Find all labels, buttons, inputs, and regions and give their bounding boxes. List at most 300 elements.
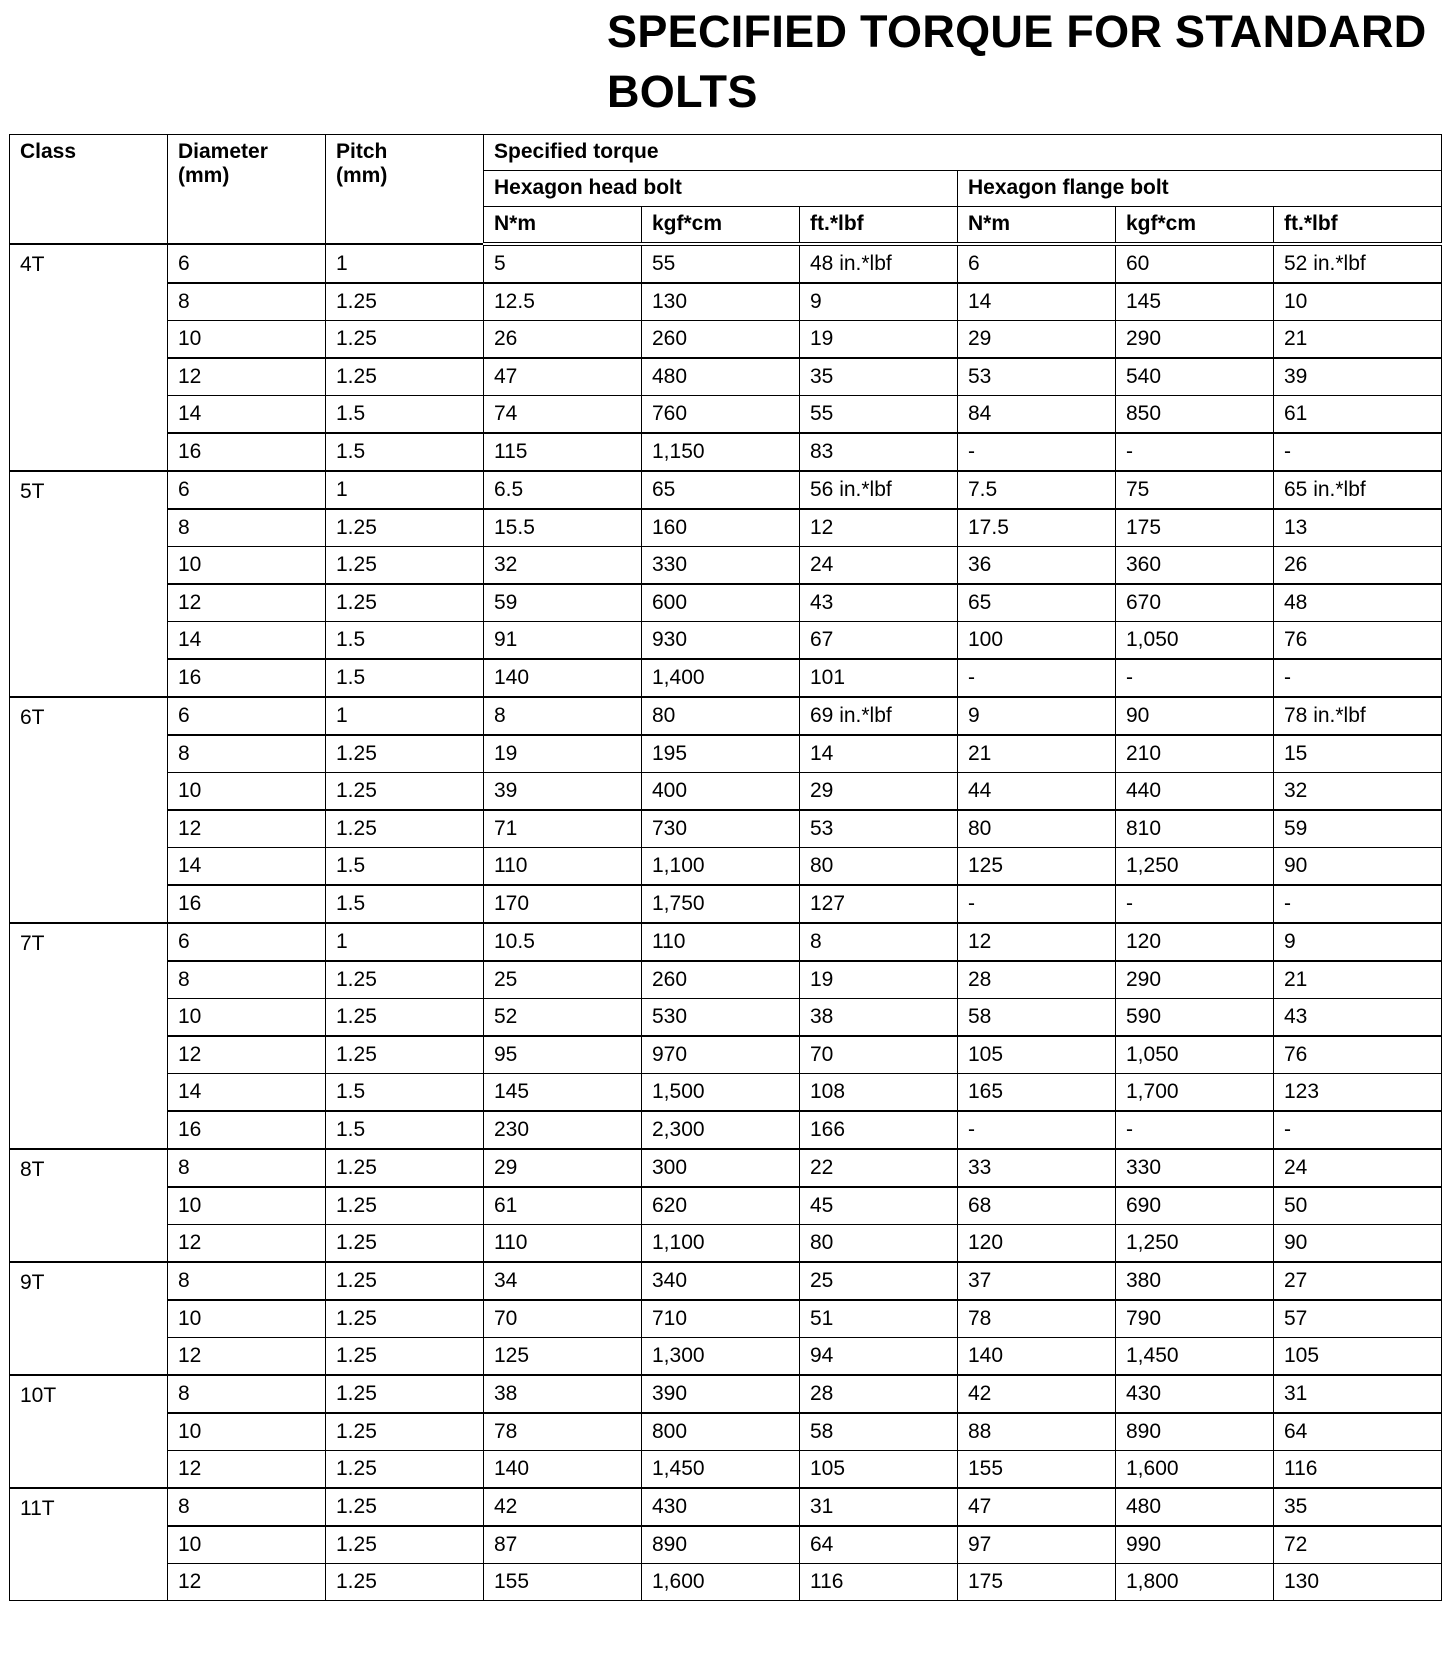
- diameter-cell: 16: [168, 433, 326, 471]
- header-unit-kgfcm: kgf*cm: [642, 207, 800, 245]
- diameter-cell: 14: [168, 396, 326, 434]
- hex-head-kgfcm-cell: 600: [642, 584, 800, 622]
- hex-flange-nm-cell: 28: [958, 961, 1116, 999]
- diameter-cell: 10: [168, 1300, 326, 1338]
- hex-flange-kgfcm-cell: 690: [1116, 1187, 1274, 1225]
- hex-flange-kgfcm-cell: 1,250: [1116, 848, 1274, 886]
- hex-flange-nm-cell: 65: [958, 584, 1116, 622]
- pitch-cell: 1.25: [326, 283, 484, 321]
- diameter-cell: 16: [168, 659, 326, 697]
- hex-flange-ftlbf-cell: -: [1274, 1111, 1442, 1149]
- diameter-cell: 6: [168, 244, 326, 283]
- hex-flange-ftlbf-cell: 76: [1274, 622, 1442, 660]
- hex-head-nm-cell: 110: [484, 848, 642, 886]
- hex-head-ftlbf-cell: 28: [800, 1375, 958, 1413]
- hex-flange-ftlbf-cell: 72: [1274, 1526, 1442, 1564]
- pitch-cell: 1.25: [326, 1564, 484, 1601]
- hex-head-kgfcm-cell: 195: [642, 735, 800, 773]
- hex-head-kgfcm-cell: 1,150: [642, 433, 800, 471]
- hex-flange-nm-cell: 9: [958, 697, 1116, 735]
- hex-head-nm-cell: 26: [484, 321, 642, 359]
- hex-head-kgfcm-cell: 55: [642, 244, 800, 283]
- hex-head-nm-cell: 91: [484, 622, 642, 660]
- hex-head-ftlbf-cell: 38: [800, 999, 958, 1037]
- hex-flange-ftlbf-cell: 21: [1274, 961, 1442, 999]
- hex-flange-nm-cell: 53: [958, 358, 1116, 396]
- table-row: [10, 1338, 1442, 1376]
- hex-flange-kgfcm-cell: 145: [1116, 283, 1274, 321]
- table-row: [10, 1564, 1442, 1601]
- hex-flange-kgfcm-cell: 290: [1116, 961, 1274, 999]
- hex-head-nm-cell: 59: [484, 584, 642, 622]
- table-row: [10, 509, 1442, 547]
- hex-head-nm-cell: 8: [484, 697, 642, 735]
- hex-flange-ftlbf-cell: 31: [1274, 1375, 1442, 1413]
- hex-head-nm-cell: 71: [484, 810, 642, 848]
- hex-flange-nm-cell: 58: [958, 999, 1116, 1037]
- hex-head-ftlbf-cell: 58: [800, 1413, 958, 1451]
- pitch-cell: 1.25: [326, 1262, 484, 1300]
- hex-head-nm-cell: 19: [484, 735, 642, 773]
- hex-flange-nm-cell: -: [958, 1111, 1116, 1149]
- hex-flange-nm-cell: 68: [958, 1187, 1116, 1225]
- hex-flange-ftlbf-cell: 15: [1274, 735, 1442, 773]
- hex-flange-kgfcm-cell: 540: [1116, 358, 1274, 396]
- hex-head-kgfcm-cell: 1,400: [642, 659, 800, 697]
- hex-head-ftlbf-cell: 45: [800, 1187, 958, 1225]
- pitch-cell: 1.25: [326, 1413, 484, 1451]
- diameter-cell: 6: [168, 471, 326, 509]
- pitch-cell: 1.25: [326, 358, 484, 396]
- hex-flange-nm-cell: 17.5: [958, 509, 1116, 547]
- hex-flange-nm-cell: -: [958, 433, 1116, 471]
- hex-flange-ftlbf-cell: -: [1274, 433, 1442, 471]
- hex-flange-nm-cell: 14: [958, 283, 1116, 321]
- hex-flange-ftlbf-cell: 116: [1274, 1451, 1442, 1489]
- hex-flange-ftlbf-cell: 21: [1274, 321, 1442, 359]
- hex-flange-nm-cell: 97: [958, 1526, 1116, 1564]
- pitch-cell: 1.5: [326, 885, 484, 923]
- hex-flange-nm-cell: 12: [958, 923, 1116, 961]
- hex-head-kgfcm-cell: 400: [642, 773, 800, 811]
- hex-flange-kgfcm-cell: 590: [1116, 999, 1274, 1037]
- hex-head-nm-cell: 15.5: [484, 509, 642, 547]
- hex-flange-kgfcm-cell: 210: [1116, 735, 1274, 773]
- diameter-cell: 14: [168, 848, 326, 886]
- hex-head-ftlbf-cell: 108: [800, 1074, 958, 1112]
- hex-head-kgfcm-cell: 260: [642, 321, 800, 359]
- diameter-cell: 6: [168, 923, 326, 961]
- hex-head-ftlbf-cell: 35: [800, 358, 958, 396]
- table-row: [10, 396, 1442, 434]
- diameter-cell: 12: [168, 1338, 326, 1376]
- pitch-cell: 1.25: [326, 584, 484, 622]
- hex-head-kgfcm-cell: 730: [642, 810, 800, 848]
- hex-head-nm-cell: 52: [484, 999, 642, 1037]
- pitch-cell: 1.25: [326, 773, 484, 811]
- hex-flange-nm-cell: -: [958, 885, 1116, 923]
- pitch-cell: 1: [326, 244, 484, 283]
- table-row: [10, 1074, 1442, 1112]
- diameter-cell: 8: [168, 735, 326, 773]
- hex-head-ftlbf-cell: 12: [800, 509, 958, 547]
- hex-head-ftlbf-cell: 48 in.*lbf: [800, 244, 958, 283]
- table-row: [10, 622, 1442, 660]
- diameter-cell: 16: [168, 885, 326, 923]
- table-row: [10, 999, 1442, 1037]
- hex-head-nm-cell: 32: [484, 547, 642, 585]
- hex-head-nm-cell: 38: [484, 1375, 642, 1413]
- hex-head-ftlbf-cell: 94: [800, 1338, 958, 1376]
- pitch-cell: 1.5: [326, 659, 484, 697]
- diameter-cell: 8: [168, 509, 326, 547]
- pitch-cell: 1.25: [326, 961, 484, 999]
- hex-head-ftlbf-cell: 31: [800, 1488, 958, 1526]
- hex-flange-ftlbf-cell: 105: [1274, 1338, 1442, 1376]
- hex-head-ftlbf-cell: 9: [800, 283, 958, 321]
- table-row: [10, 1187, 1442, 1225]
- hex-flange-kgfcm-cell: 1,050: [1116, 622, 1274, 660]
- diameter-cell: 16: [168, 1111, 326, 1149]
- hex-flange-nm-cell: 33: [958, 1149, 1116, 1187]
- hex-flange-kgfcm-cell: 990: [1116, 1526, 1274, 1564]
- hex-flange-nm-cell: 120: [958, 1225, 1116, 1263]
- hex-head-kgfcm-cell: 1,100: [642, 1225, 800, 1263]
- hex-flange-nm-cell: 155: [958, 1451, 1116, 1489]
- hex-flange-kgfcm-cell: 175: [1116, 509, 1274, 547]
- hex-flange-ftlbf-cell: 52 in.*lbf: [1274, 244, 1442, 283]
- header-unit-nm: N*m: [958, 207, 1116, 245]
- header-hexagon-head-bolt: Hexagon head bolt: [484, 171, 958, 207]
- hex-flange-nm-cell: 80: [958, 810, 1116, 848]
- hex-head-ftlbf-cell: 166: [800, 1111, 958, 1149]
- hex-head-nm-cell: 39: [484, 773, 642, 811]
- hex-head-kgfcm-cell: 530: [642, 999, 800, 1037]
- hex-flange-ftlbf-cell: 9: [1274, 923, 1442, 961]
- header-unit-ftlbf: ft.*lbf: [1274, 207, 1442, 245]
- pitch-cell: 1.25: [326, 321, 484, 359]
- hex-head-nm-cell: 140: [484, 659, 642, 697]
- hex-flange-kgfcm-cell: 890: [1116, 1413, 1274, 1451]
- pitch-cell: 1.5: [326, 622, 484, 660]
- hex-head-ftlbf-cell: 19: [800, 321, 958, 359]
- hex-flange-ftlbf-cell: 27: [1274, 1262, 1442, 1300]
- hex-flange-nm-cell: 105: [958, 1036, 1116, 1074]
- hex-head-nm-cell: 12.5: [484, 283, 642, 321]
- hex-flange-kgfcm-cell: -: [1116, 433, 1274, 471]
- header-unit-kgfcm: kgf*cm: [1116, 207, 1274, 245]
- header-pitch: Pitch (mm): [326, 135, 484, 245]
- hex-flange-kgfcm-cell: 810: [1116, 810, 1274, 848]
- header-diameter: Diameter (mm): [168, 135, 326, 245]
- hex-flange-nm-cell: 37: [958, 1262, 1116, 1300]
- hex-flange-nm-cell: 78: [958, 1300, 1116, 1338]
- diameter-cell: 12: [168, 810, 326, 848]
- table-row: [10, 659, 1442, 697]
- hex-head-kgfcm-cell: 1,300: [642, 1338, 800, 1376]
- hex-flange-kgfcm-cell: 1,250: [1116, 1225, 1274, 1263]
- header-specified-torque: Specified torque: [484, 135, 1442, 171]
- pitch-cell: 1.5: [326, 396, 484, 434]
- table-row: [10, 1375, 1442, 1413]
- diameter-cell: 8: [168, 961, 326, 999]
- hex-head-nm-cell: 78: [484, 1413, 642, 1451]
- hex-head-nm-cell: 125: [484, 1338, 642, 1376]
- diameter-cell: 10: [168, 1526, 326, 1564]
- hex-flange-ftlbf-cell: 32: [1274, 773, 1442, 811]
- hex-flange-ftlbf-cell: 90: [1274, 1225, 1442, 1263]
- hex-flange-kgfcm-cell: 1,050: [1116, 1036, 1274, 1074]
- class-cell: 10T: [10, 1375, 168, 1488]
- diameter-cell: 10: [168, 773, 326, 811]
- hex-flange-ftlbf-cell: 123: [1274, 1074, 1442, 1112]
- hex-head-nm-cell: 230: [484, 1111, 642, 1149]
- hex-flange-nm-cell: 100: [958, 622, 1116, 660]
- pitch-cell: 1.25: [326, 1300, 484, 1338]
- hex-head-nm-cell: 25: [484, 961, 642, 999]
- hex-flange-ftlbf-cell: 24: [1274, 1149, 1442, 1187]
- pitch-cell: 1.5: [326, 1111, 484, 1149]
- hex-flange-nm-cell: 29: [958, 321, 1116, 359]
- hex-head-kgfcm-cell: 160: [642, 509, 800, 547]
- hex-flange-nm-cell: 165: [958, 1074, 1116, 1112]
- pitch-cell: 1.25: [326, 999, 484, 1037]
- diameter-cell: 10: [168, 1413, 326, 1451]
- hex-flange-ftlbf-cell: 61: [1274, 396, 1442, 434]
- hex-flange-kgfcm-cell: 1,600: [1116, 1451, 1274, 1489]
- diameter-cell: 10: [168, 321, 326, 359]
- hex-head-ftlbf-cell: 55: [800, 396, 958, 434]
- hex-flange-ftlbf-cell: -: [1274, 885, 1442, 923]
- pitch-cell: 1.25: [326, 1526, 484, 1564]
- hex-flange-nm-cell: 175: [958, 1564, 1116, 1601]
- table-row: [10, 1300, 1442, 1338]
- hex-head-nm-cell: 115: [484, 433, 642, 471]
- hex-flange-ftlbf-cell: 65 in.*lbf: [1274, 471, 1442, 509]
- hex-flange-ftlbf-cell: 64: [1274, 1413, 1442, 1451]
- hex-head-nm-cell: 61: [484, 1187, 642, 1225]
- hex-head-ftlbf-cell: 25: [800, 1262, 958, 1300]
- hex-flange-kgfcm-cell: 790: [1116, 1300, 1274, 1338]
- hex-head-ftlbf-cell: 53: [800, 810, 958, 848]
- hex-head-kgfcm-cell: 620: [642, 1187, 800, 1225]
- hex-head-ftlbf-cell: 22: [800, 1149, 958, 1187]
- hex-flange-nm-cell: 36: [958, 547, 1116, 585]
- hex-flange-ftlbf-cell: -: [1274, 659, 1442, 697]
- diameter-cell: 8: [168, 283, 326, 321]
- hex-flange-nm-cell: 6: [958, 244, 1116, 283]
- table-row: [10, 810, 1442, 848]
- table-row: [10, 1262, 1442, 1300]
- hex-flange-ftlbf-cell: 78 in.*lbf: [1274, 697, 1442, 735]
- hex-flange-nm-cell: 84: [958, 396, 1116, 434]
- hex-flange-kgfcm-cell: 75: [1116, 471, 1274, 509]
- hex-flange-kgfcm-cell: 90: [1116, 697, 1274, 735]
- hex-head-nm-cell: 95: [484, 1036, 642, 1074]
- table-row: [10, 1149, 1442, 1187]
- table-row: [10, 923, 1442, 961]
- hex-flange-kgfcm-cell: 1,800: [1116, 1564, 1274, 1601]
- diameter-cell: 14: [168, 1074, 326, 1112]
- diameter-cell: 10: [168, 547, 326, 585]
- hex-flange-ftlbf-cell: 130: [1274, 1564, 1442, 1601]
- diameter-cell: 12: [168, 1225, 326, 1263]
- hex-head-kgfcm-cell: 2,300: [642, 1111, 800, 1149]
- hex-head-kgfcm-cell: 970: [642, 1036, 800, 1074]
- hex-head-ftlbf-cell: 64: [800, 1526, 958, 1564]
- pitch-cell: 1.25: [326, 1338, 484, 1376]
- table-row: [10, 961, 1442, 999]
- diameter-cell: 8: [168, 1149, 326, 1187]
- hex-head-kgfcm-cell: 260: [642, 961, 800, 999]
- hex-flange-kgfcm-cell: 480: [1116, 1488, 1274, 1526]
- table-row: [10, 1526, 1442, 1564]
- hex-head-kgfcm-cell: 300: [642, 1149, 800, 1187]
- diameter-cell: 12: [168, 358, 326, 396]
- table-row: [10, 1451, 1442, 1489]
- hex-head-ftlbf-cell: 101: [800, 659, 958, 697]
- table-row: [10, 1225, 1442, 1263]
- hex-flange-ftlbf-cell: 13: [1274, 509, 1442, 547]
- pitch-cell: 1.25: [326, 1488, 484, 1526]
- table-row: [10, 697, 1442, 735]
- class-cell: 5T: [10, 471, 168, 697]
- hex-head-kgfcm-cell: 1,500: [642, 1074, 800, 1112]
- hex-flange-nm-cell: 42: [958, 1375, 1116, 1413]
- header-unit-ftlbf: ft.*lbf: [800, 207, 958, 245]
- hex-head-kgfcm-cell: 430: [642, 1488, 800, 1526]
- hex-flange-kgfcm-cell: -: [1116, 1111, 1274, 1149]
- pitch-cell: 1: [326, 471, 484, 509]
- hex-head-kgfcm-cell: 710: [642, 1300, 800, 1338]
- diameter-cell: 12: [168, 584, 326, 622]
- table-row: [10, 773, 1442, 811]
- hex-flange-ftlbf-cell: 57: [1274, 1300, 1442, 1338]
- header-class: Class: [10, 135, 168, 245]
- pitch-cell: 1.25: [326, 509, 484, 547]
- hex-flange-ftlbf-cell: 48: [1274, 584, 1442, 622]
- hex-flange-kgfcm-cell: 440: [1116, 773, 1274, 811]
- hex-head-nm-cell: 74: [484, 396, 642, 434]
- diameter-cell: 12: [168, 1564, 326, 1601]
- table-row: [10, 321, 1442, 359]
- hex-head-ftlbf-cell: 83: [800, 433, 958, 471]
- hex-head-kgfcm-cell: 1,750: [642, 885, 800, 923]
- hex-head-ftlbf-cell: 80: [800, 1225, 958, 1263]
- diameter-cell: 8: [168, 1375, 326, 1413]
- diameter-cell: 8: [168, 1262, 326, 1300]
- hex-head-nm-cell: 145: [484, 1074, 642, 1112]
- hex-flange-kgfcm-cell: 60: [1116, 244, 1274, 283]
- hex-head-nm-cell: 6.5: [484, 471, 642, 509]
- table-row: [10, 1036, 1442, 1074]
- pitch-cell: 1.25: [326, 1375, 484, 1413]
- hex-flange-nm-cell: 125: [958, 848, 1116, 886]
- hex-head-kgfcm-cell: 340: [642, 1262, 800, 1300]
- diameter-cell: 12: [168, 1451, 326, 1489]
- pitch-cell: 1.25: [326, 810, 484, 848]
- hex-flange-kgfcm-cell: 330: [1116, 1149, 1274, 1187]
- hex-head-kgfcm-cell: 130: [642, 283, 800, 321]
- hex-head-ftlbf-cell: 14: [800, 735, 958, 773]
- hex-head-ftlbf-cell: 127: [800, 885, 958, 923]
- hex-flange-kgfcm-cell: 290: [1116, 321, 1274, 359]
- hex-flange-kgfcm-cell: 430: [1116, 1375, 1274, 1413]
- hex-flange-ftlbf-cell: 90: [1274, 848, 1442, 886]
- pitch-cell: 1.5: [326, 433, 484, 471]
- hex-flange-nm-cell: 44: [958, 773, 1116, 811]
- hex-head-kgfcm-cell: 80: [642, 697, 800, 735]
- hex-head-ftlbf-cell: 19: [800, 961, 958, 999]
- hex-head-nm-cell: 170: [484, 885, 642, 923]
- pitch-cell: 1: [326, 697, 484, 735]
- hex-head-kgfcm-cell: 480: [642, 358, 800, 396]
- table-row: [10, 283, 1442, 321]
- hex-head-nm-cell: 34: [484, 1262, 642, 1300]
- hex-head-ftlbf-cell: 67: [800, 622, 958, 660]
- hex-flange-kgfcm-cell: 360: [1116, 547, 1274, 585]
- pitch-cell: 1.25: [326, 1036, 484, 1074]
- hex-flange-kgfcm-cell: 120: [1116, 923, 1274, 961]
- class-cell: 8T: [10, 1149, 168, 1262]
- class-cell: 6T: [10, 697, 168, 923]
- hex-head-nm-cell: 110: [484, 1225, 642, 1263]
- torque-table: [9, 134, 1442, 1601]
- table-row: [10, 848, 1442, 886]
- table-row: [10, 1488, 1442, 1526]
- hex-head-kgfcm-cell: 930: [642, 622, 800, 660]
- diameter-cell: 10: [168, 999, 326, 1037]
- table-row: [10, 735, 1442, 773]
- hex-flange-ftlbf-cell: 39: [1274, 358, 1442, 396]
- hex-head-ftlbf-cell: 80: [800, 848, 958, 886]
- hex-flange-ftlbf-cell: 35: [1274, 1488, 1442, 1526]
- hex-flange-nm-cell: 21: [958, 735, 1116, 773]
- table-row: [10, 1111, 1442, 1149]
- pitch-cell: 1.25: [326, 1187, 484, 1225]
- pitch-cell: 1.25: [326, 547, 484, 585]
- hex-head-kgfcm-cell: 1,600: [642, 1564, 800, 1601]
- hex-flange-ftlbf-cell: 10: [1274, 283, 1442, 321]
- hex-flange-ftlbf-cell: 43: [1274, 999, 1442, 1037]
- pitch-cell: 1.25: [326, 1149, 484, 1187]
- hex-head-kgfcm-cell: 760: [642, 396, 800, 434]
- pitch-cell: 1.25: [326, 1225, 484, 1263]
- hex-head-ftlbf-cell: 70: [800, 1036, 958, 1074]
- torque-table-body: [10, 244, 1442, 1601]
- table-row: [10, 358, 1442, 396]
- hex-head-kgfcm-cell: 1,100: [642, 848, 800, 886]
- hex-head-kgfcm-cell: 800: [642, 1413, 800, 1451]
- hex-head-ftlbf-cell: 56 in.*lbf: [800, 471, 958, 509]
- diameter-cell: 10: [168, 1187, 326, 1225]
- hex-head-ftlbf-cell: 29: [800, 773, 958, 811]
- hex-head-nm-cell: 155: [484, 1564, 642, 1601]
- hex-flange-kgfcm-cell: 1,450: [1116, 1338, 1274, 1376]
- hex-head-kgfcm-cell: 390: [642, 1375, 800, 1413]
- table-row: [10, 584, 1442, 622]
- hex-head-kgfcm-cell: 1,450: [642, 1451, 800, 1489]
- pitch-cell: 1: [326, 923, 484, 961]
- diameter-cell: 6: [168, 697, 326, 735]
- hex-head-ftlbf-cell: 69 in.*lbf: [800, 697, 958, 735]
- hex-head-nm-cell: 5: [484, 244, 642, 283]
- class-cell: 4T: [10, 244, 168, 471]
- hex-head-ftlbf-cell: 51: [800, 1300, 958, 1338]
- hex-head-nm-cell: 29: [484, 1149, 642, 1187]
- hex-head-ftlbf-cell: 24: [800, 547, 958, 585]
- hex-flange-ftlbf-cell: 59: [1274, 810, 1442, 848]
